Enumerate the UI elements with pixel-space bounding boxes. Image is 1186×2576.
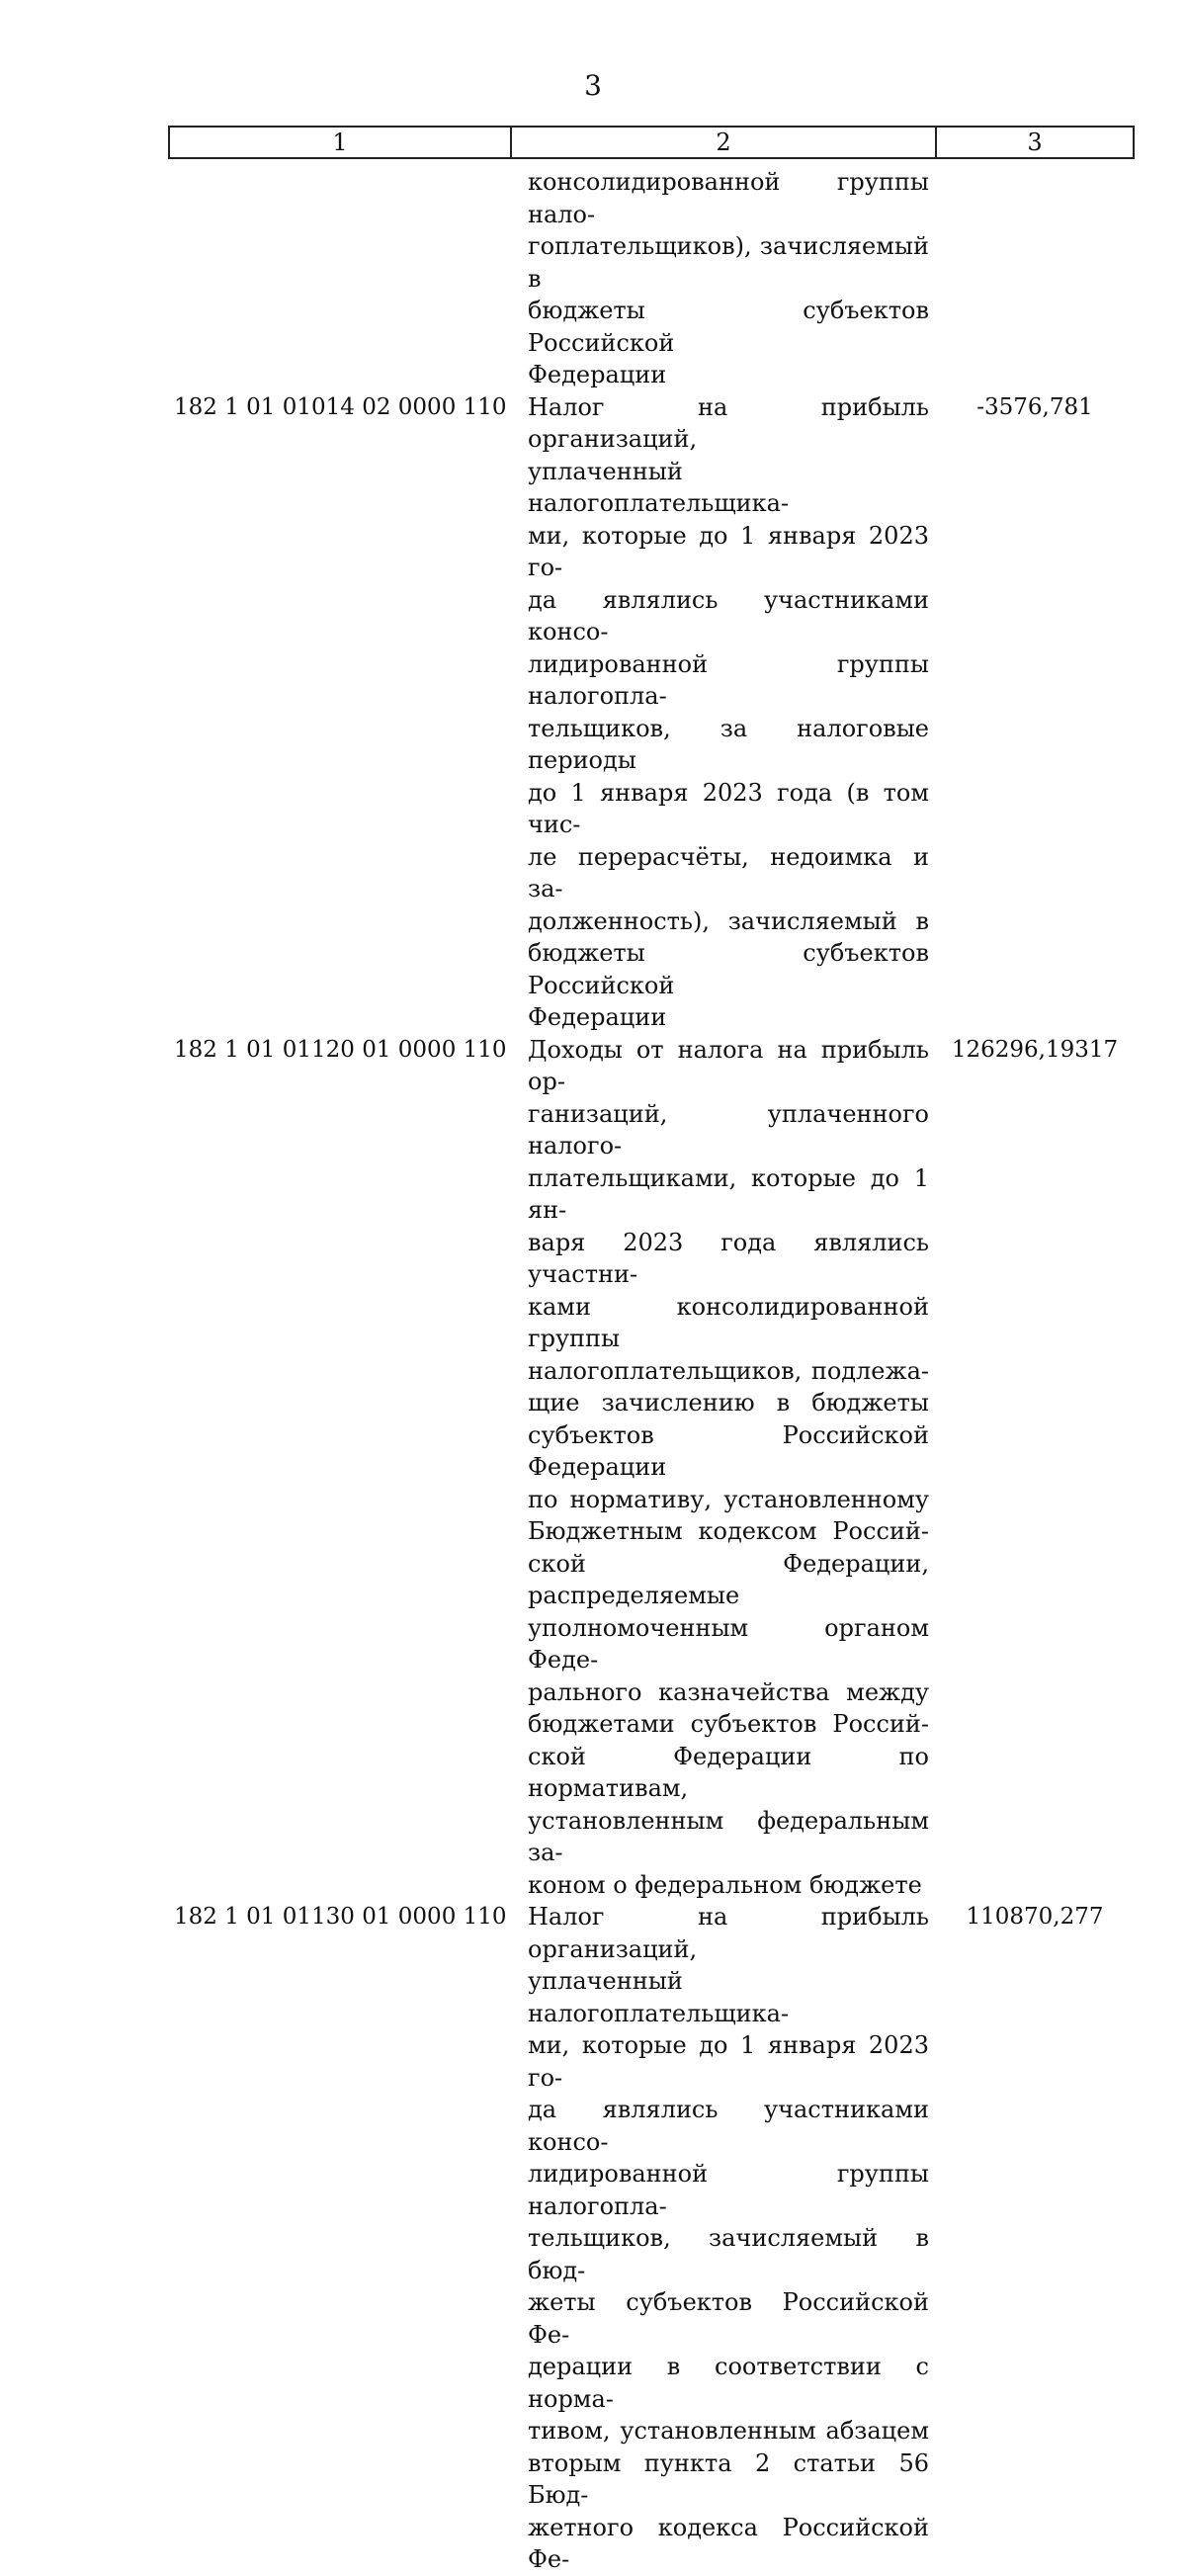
description-line: ками консолидированной группы	[528, 1292, 929, 1352]
description-line: дерации в соответствии с норма-	[528, 2353, 929, 2413]
table-header-row	[168, 126, 1135, 159]
page-number: 3	[584, 69, 602, 102]
column-header-2: 2	[512, 128, 937, 157]
description-line: уполномоченным органом Феде-	[528, 1613, 929, 1674]
amount-value: -3576,781	[976, 393, 1093, 420]
revenue-code	[168, 166, 510, 391]
description-line: лидированной группы налогопла-	[528, 2160, 929, 2220]
description-line: рального казначейства между	[528, 1677, 929, 1706]
table-row	[168, 166, 1135, 391]
description-line: уплаченный налогоплательщика-	[528, 1967, 790, 2027]
description-line: тивом, установленным абзацем	[528, 2417, 929, 2445]
description-line: консолидированной группы нало-	[528, 168, 929, 228]
description-line: жеты субъектов Российской Фе-	[528, 2288, 929, 2349]
revenue-description	[510, 1901, 935, 2576]
revenue-code: 182 1 01 01130 01 0000 110	[174, 1904, 507, 1930]
description-line: щие зачислению в бюджеты	[528, 1389, 929, 1417]
amount-value: 126296,19317	[951, 1036, 1119, 1063]
revenue-code: 182 1 01 01120 01 0000 110	[174, 1036, 507, 1063]
description-line: да являлись участниками консо-	[528, 585, 929, 645]
revenue-description	[510, 1034, 935, 1902]
description-line: по нормативу, установленному	[528, 1485, 929, 1513]
description-line: ской Федерации, распределяемые	[528, 1549, 929, 1609]
description-line: Бюджетным кодексом Россий-	[528, 1517, 929, 1545]
description-line: гоплательщиков), зачисляемый в	[528, 232, 929, 293]
table-row	[168, 1901, 1135, 2576]
column-header-3: 3	[1027, 129, 1043, 156]
description-line: Федерации	[528, 1003, 667, 1031]
revenue-description	[510, 391, 935, 1034]
description-line: плательщиками, которые до 1 ян-	[528, 1163, 929, 1224]
description-line: коном о федеральном бюджете	[528, 1870, 922, 1899]
description-line: Доходы от налога на прибыль ор-	[528, 1035, 929, 1095]
description-line: ми, которые до 1 января 2023 го-	[528, 521, 929, 581]
description-line: жетного кодекса Российской Фе-	[528, 2513, 929, 2573]
description-line: бюджеты субъектов Российской	[528, 939, 929, 999]
description-line: ганизаций, уплаченного налого-	[528, 1099, 929, 1159]
description-line: до 1 января 2023 года (в том чис-	[528, 778, 929, 838]
description-line: уплаченный налогоплательщика-	[528, 457, 790, 517]
budget-revenue-table	[168, 166, 1135, 2576]
table-row	[168, 391, 1135, 1034]
description-line: налогоплательщиков, подлежа-	[528, 1356, 929, 1385]
column-header-1: 1	[170, 128, 512, 157]
description-line: вторым пункта 2 статьи 56 Бюд-	[528, 2448, 929, 2509]
description-line: ми, которые до 1 января 2023 го-	[528, 2031, 929, 2092]
description-line: бюджеты субъектов Российской	[528, 297, 929, 357]
description-line: тельщиков, зачисляемый в бюд-	[528, 2224, 929, 2284]
description-line: бюджетами субъектов Россий-	[528, 1710, 929, 1738]
description-line: тельщиков, за налоговые периоды	[528, 714, 929, 774]
description-line: варя 2023 года являлись участни-	[528, 1228, 929, 1288]
description-line: субъектов Российской Федерации	[528, 1420, 929, 1481]
description-line: установленным федеральным за-	[528, 1806, 929, 1866]
amount-value: 110870,277	[966, 1904, 1104, 1930]
amount-value	[935, 166, 1135, 391]
revenue-description	[510, 166, 935, 391]
description-line: лидированной группы налогопла-	[528, 649, 929, 710]
description-line: Налог на прибыль организаций,	[528, 392, 929, 453]
table-row	[168, 1034, 1135, 1902]
revenue-code: 182 1 01 01014 02 0000 110	[174, 393, 507, 420]
description-line: да являлись участниками консо-	[528, 2096, 929, 2156]
description-line: ской Федерации по нормативам,	[528, 1742, 929, 1802]
description-line: ле перерасчёты, недоимка и за-	[528, 842, 929, 902]
description-line: долженность), зачисляемый в	[528, 906, 929, 935]
description-line: Налог на прибыль организаций,	[528, 1903, 929, 1963]
description-line: Федерации	[528, 361, 667, 388]
